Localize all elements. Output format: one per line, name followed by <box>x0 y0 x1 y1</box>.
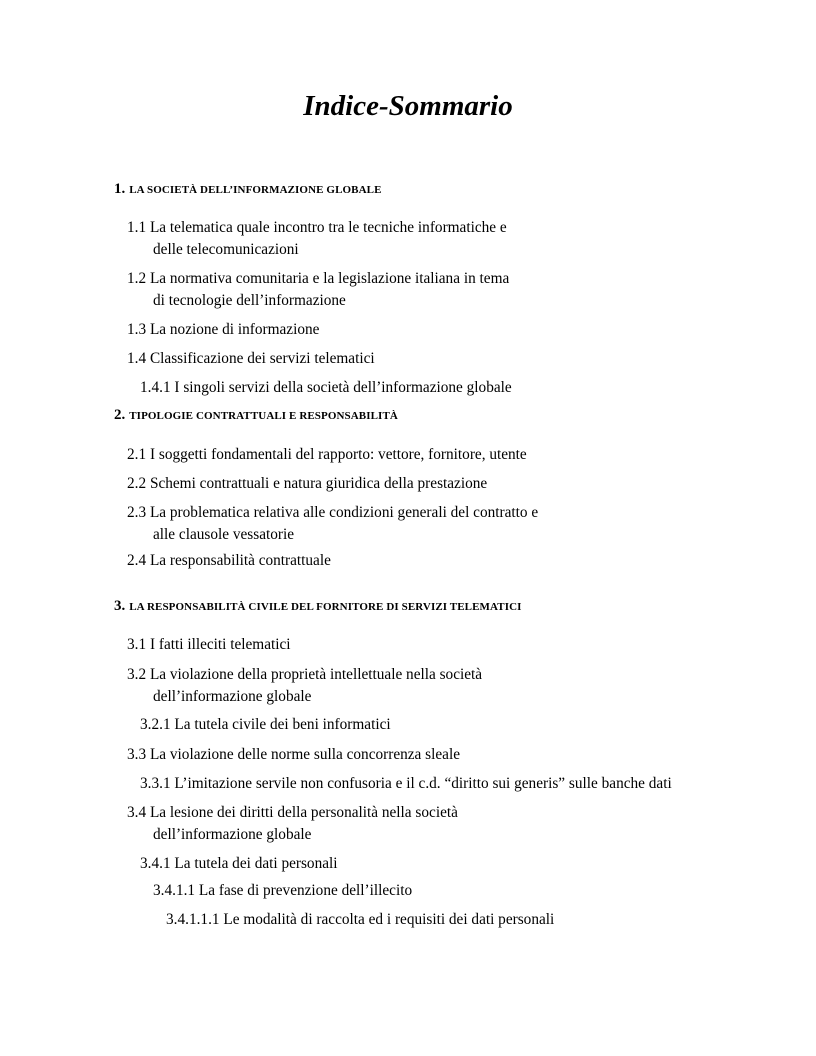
toc-entry-text: 3.4.1.1 La fase di prevenzione dell’illecito <box>153 882 413 899</box>
toc-entry-3-1 <box>127 634 567 656</box>
toc-entry-1-3 <box>127 319 567 341</box>
toc-entry-1-4-1 <box>140 377 760 399</box>
toc-entry-text: 3.3 La violazione delle norme sulla concorrenza sleale <box>127 746 460 763</box>
toc-entry-text: 2.2 Schemi contrattuali e natura giuridica della prestazione <box>127 475 488 492</box>
toc-entry-1-4 <box>127 348 567 370</box>
toc-entry-3-4-1-1-1 <box>166 909 766 931</box>
toc-entry-3-3-1 <box>140 773 760 795</box>
toc-entry-text: 3.2 La violazione della proprietà intellettuale nella società <box>127 666 483 683</box>
toc-entry-3-4-1 <box>140 853 760 875</box>
section-number: 2. <box>114 407 126 423</box>
toc-entry-continuation: dell’informazione globale <box>153 687 312 705</box>
toc-entry-text: 2.1 I soggetti fondamentali del rapporto: vettore, fornitore, utente <box>127 446 527 463</box>
section-title: LA RESPONSABILITÀ CIVILE DEL FORNITORE DI SERVIZI TELEMATICI <box>129 601 522 613</box>
toc-entry-text: 1.3 La nozione di informazione <box>127 321 320 338</box>
toc-entry-text: 3.1 I fatti illeciti telematici <box>127 636 291 653</box>
toc-entry-2-3 <box>127 502 567 545</box>
toc-entry-3-4-1-1 <box>153 880 753 902</box>
toc-entry-text: 2.4 La responsabilità contrattuale <box>127 552 331 569</box>
toc-entry-text: 3.2.1 La tutela civile dei beni informatici <box>140 716 391 733</box>
section-heading-2 <box>114 406 398 425</box>
toc-entry-text: 1.4.1 I singoli servizi della società dell’informazione globale <box>140 379 512 396</box>
toc-entry-continuation: delle telecomunicazioni <box>153 240 299 258</box>
toc-entry-text: 2.3 La problematica relativa alle condizioni generali del contratto e <box>127 504 539 521</box>
section-title: TIPOLOGIE CONTRATTUALI E RESPONSABILITÀ <box>129 410 398 422</box>
toc-entry-3-2 <box>127 664 567 707</box>
section-heading-3 <box>114 597 522 616</box>
toc-entry-text: 1.4 Classificazione dei servizi telematici <box>127 350 375 367</box>
section-number: 1. <box>114 181 126 197</box>
toc-entry-1-2 <box>127 268 567 311</box>
toc-entry-text: 1.1 La telematica quale incontro tra le tecniche informatiche e <box>127 219 507 236</box>
toc-entry-3-4 <box>127 802 567 845</box>
section-number: 3. <box>114 598 126 614</box>
page-title: Indice-Sommario <box>303 90 513 122</box>
toc-entry-3-3 <box>127 744 567 766</box>
toc-entry-2-4 <box>127 550 567 572</box>
toc-entry-continuation: dell’informazione globale <box>153 825 312 843</box>
toc-entry-text: 1.2 La normativa comunitaria e la legislazione italiana in tema <box>127 270 510 287</box>
toc-entry-2-2 <box>127 473 567 495</box>
section-title: LA SOCIETÀ DELL’INFORMAZIONE GLOBALE <box>129 184 382 196</box>
toc-entry-continuation: alle clausole vessatorie <box>153 525 295 543</box>
section-heading-1 <box>114 180 382 199</box>
toc-entry-text: 3.4 La lesione dei diritti della personalità nella società <box>127 804 458 821</box>
toc-entry-continuation: di tecnologie dell’informazione <box>153 291 346 309</box>
toc-entry-3-2-1 <box>140 714 760 736</box>
toc-entry-text: 3.4.1.1.1 Le modalità di raccolta ed i requisiti dei dati personali <box>166 911 555 928</box>
toc-entry-text: 3.4.1 La tutela dei dati personali <box>140 855 338 872</box>
toc-entry-text: 3.3.1 L’imitazione servile non confusoria e il c.d. “diritto sui generis” sulle banche dati <box>140 775 672 792</box>
toc-entry-2-1 <box>127 444 567 466</box>
toc-entry-1-1 <box>127 217 567 260</box>
